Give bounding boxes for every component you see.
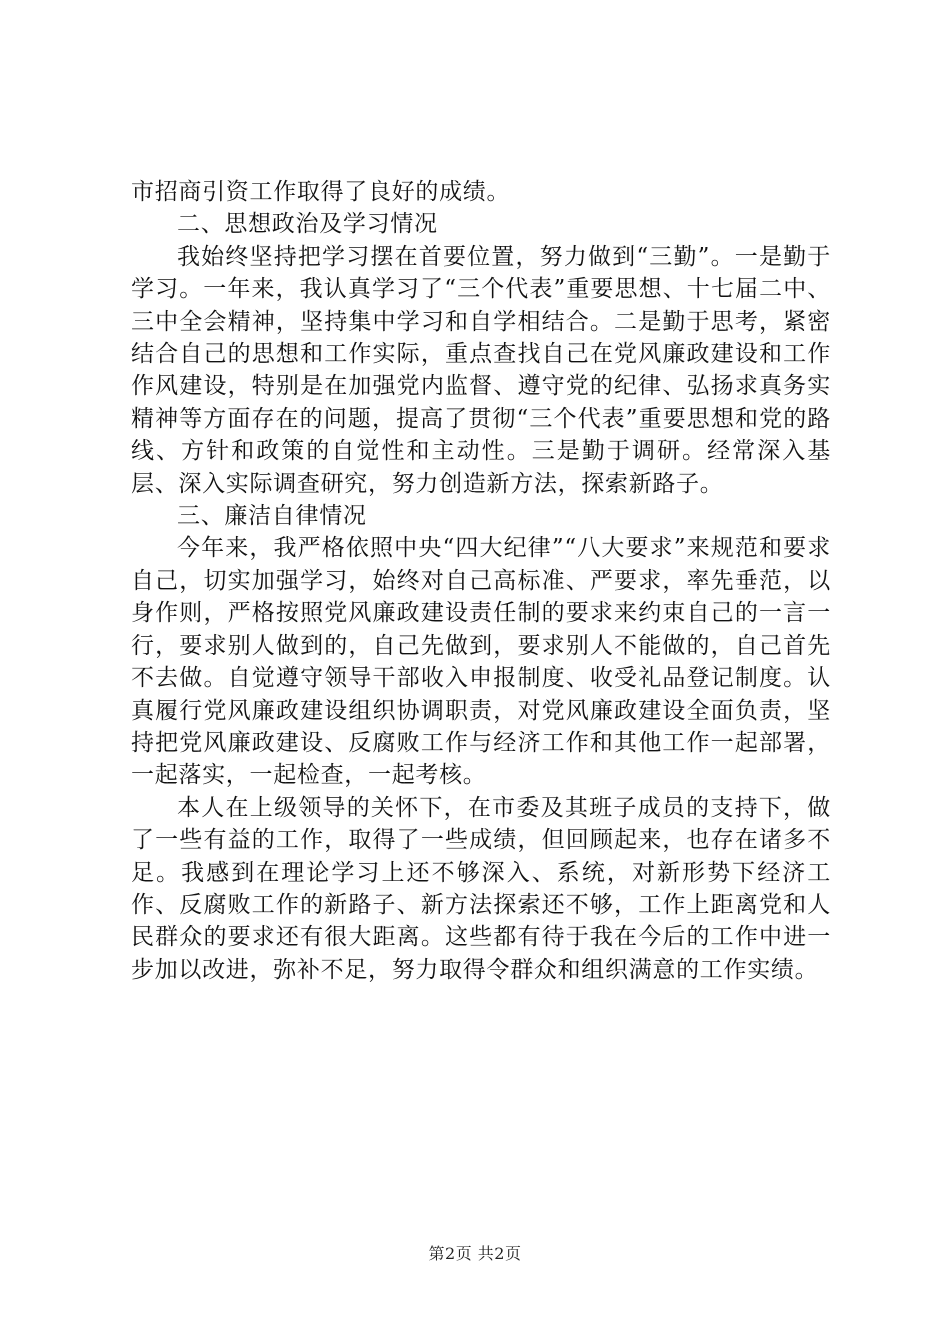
section-heading-ideology-study: 二、思想政治及学习情况 <box>177 211 438 238</box>
page-number-footer: 第2页 共2页 <box>428 1244 522 1263</box>
paragraph-summary: 本人在上级领导的关怀下，在市委及其班子成员的支持下，做了一些有益的工作，取得了一些成绩，但回顾起来，也存在诸多不足。我感到在理论学习上还不够深入、系统，对新形势下经济工作、反腐败工作的新路子、新方法探索还不够，工作上距离党和人民群众的要求还有很大距离。这些都有待于我在今后的工作中进一步加以改进，弥补不足，努力取得令群众和组织满意的工作实绩。 <box>131 794 831 983</box>
paragraph-continuation: 市招商引资工作取得了良好的成绩。 <box>131 179 511 205</box>
document-body <box>131 176 831 986</box>
section-heading-integrity: 三、廉洁自律情况 <box>177 503 367 530</box>
paragraph-study: 我始终坚持把学习摆在首要位置，努力做到“三勤”。一是勤于学习。一年来，我认真学习了“三个代表”重要思想、十七届二中、三中全会精神，坚持集中学习和自学相结合。二是勤于思考，紧密结合自己的思想和工作实际，重点查找自己在党风廉政建设和工作作风建设，特别是在加强党内监督、遵守党的纪律、弘扬求真务实精神等方面存在的问题，提高了贯彻“三个代表”重要思想和党的路线、方针和政策的自觉性和主动性。三是勤于调研。经常深入基层、深入实际调查研究，努力创造新方法，探索新路子。 <box>131 243 831 497</box>
paragraph-integrity: 今年来，我严格依照中央“四大纪律”“八大要求”来规范和要求自己，切实加强学习，始终对自己高标准、严要求，率先垂范，以身作则，严格按照党风廉政建设责任制的要求来约束自己的一言一行，要求别人做到的，自己先做到，要求别人不能做的，自己首先不去做。自觉遵守领导干部收入申报制度、收受礼品登记制度。认真履行党风廉政建设组织协调职责，对党风廉政建设全面负责，坚持把党风廉政建设、反腐败工作与经济工作和其他工作一起部署，一起落实，一起检查，一起考核。 <box>131 535 831 789</box>
